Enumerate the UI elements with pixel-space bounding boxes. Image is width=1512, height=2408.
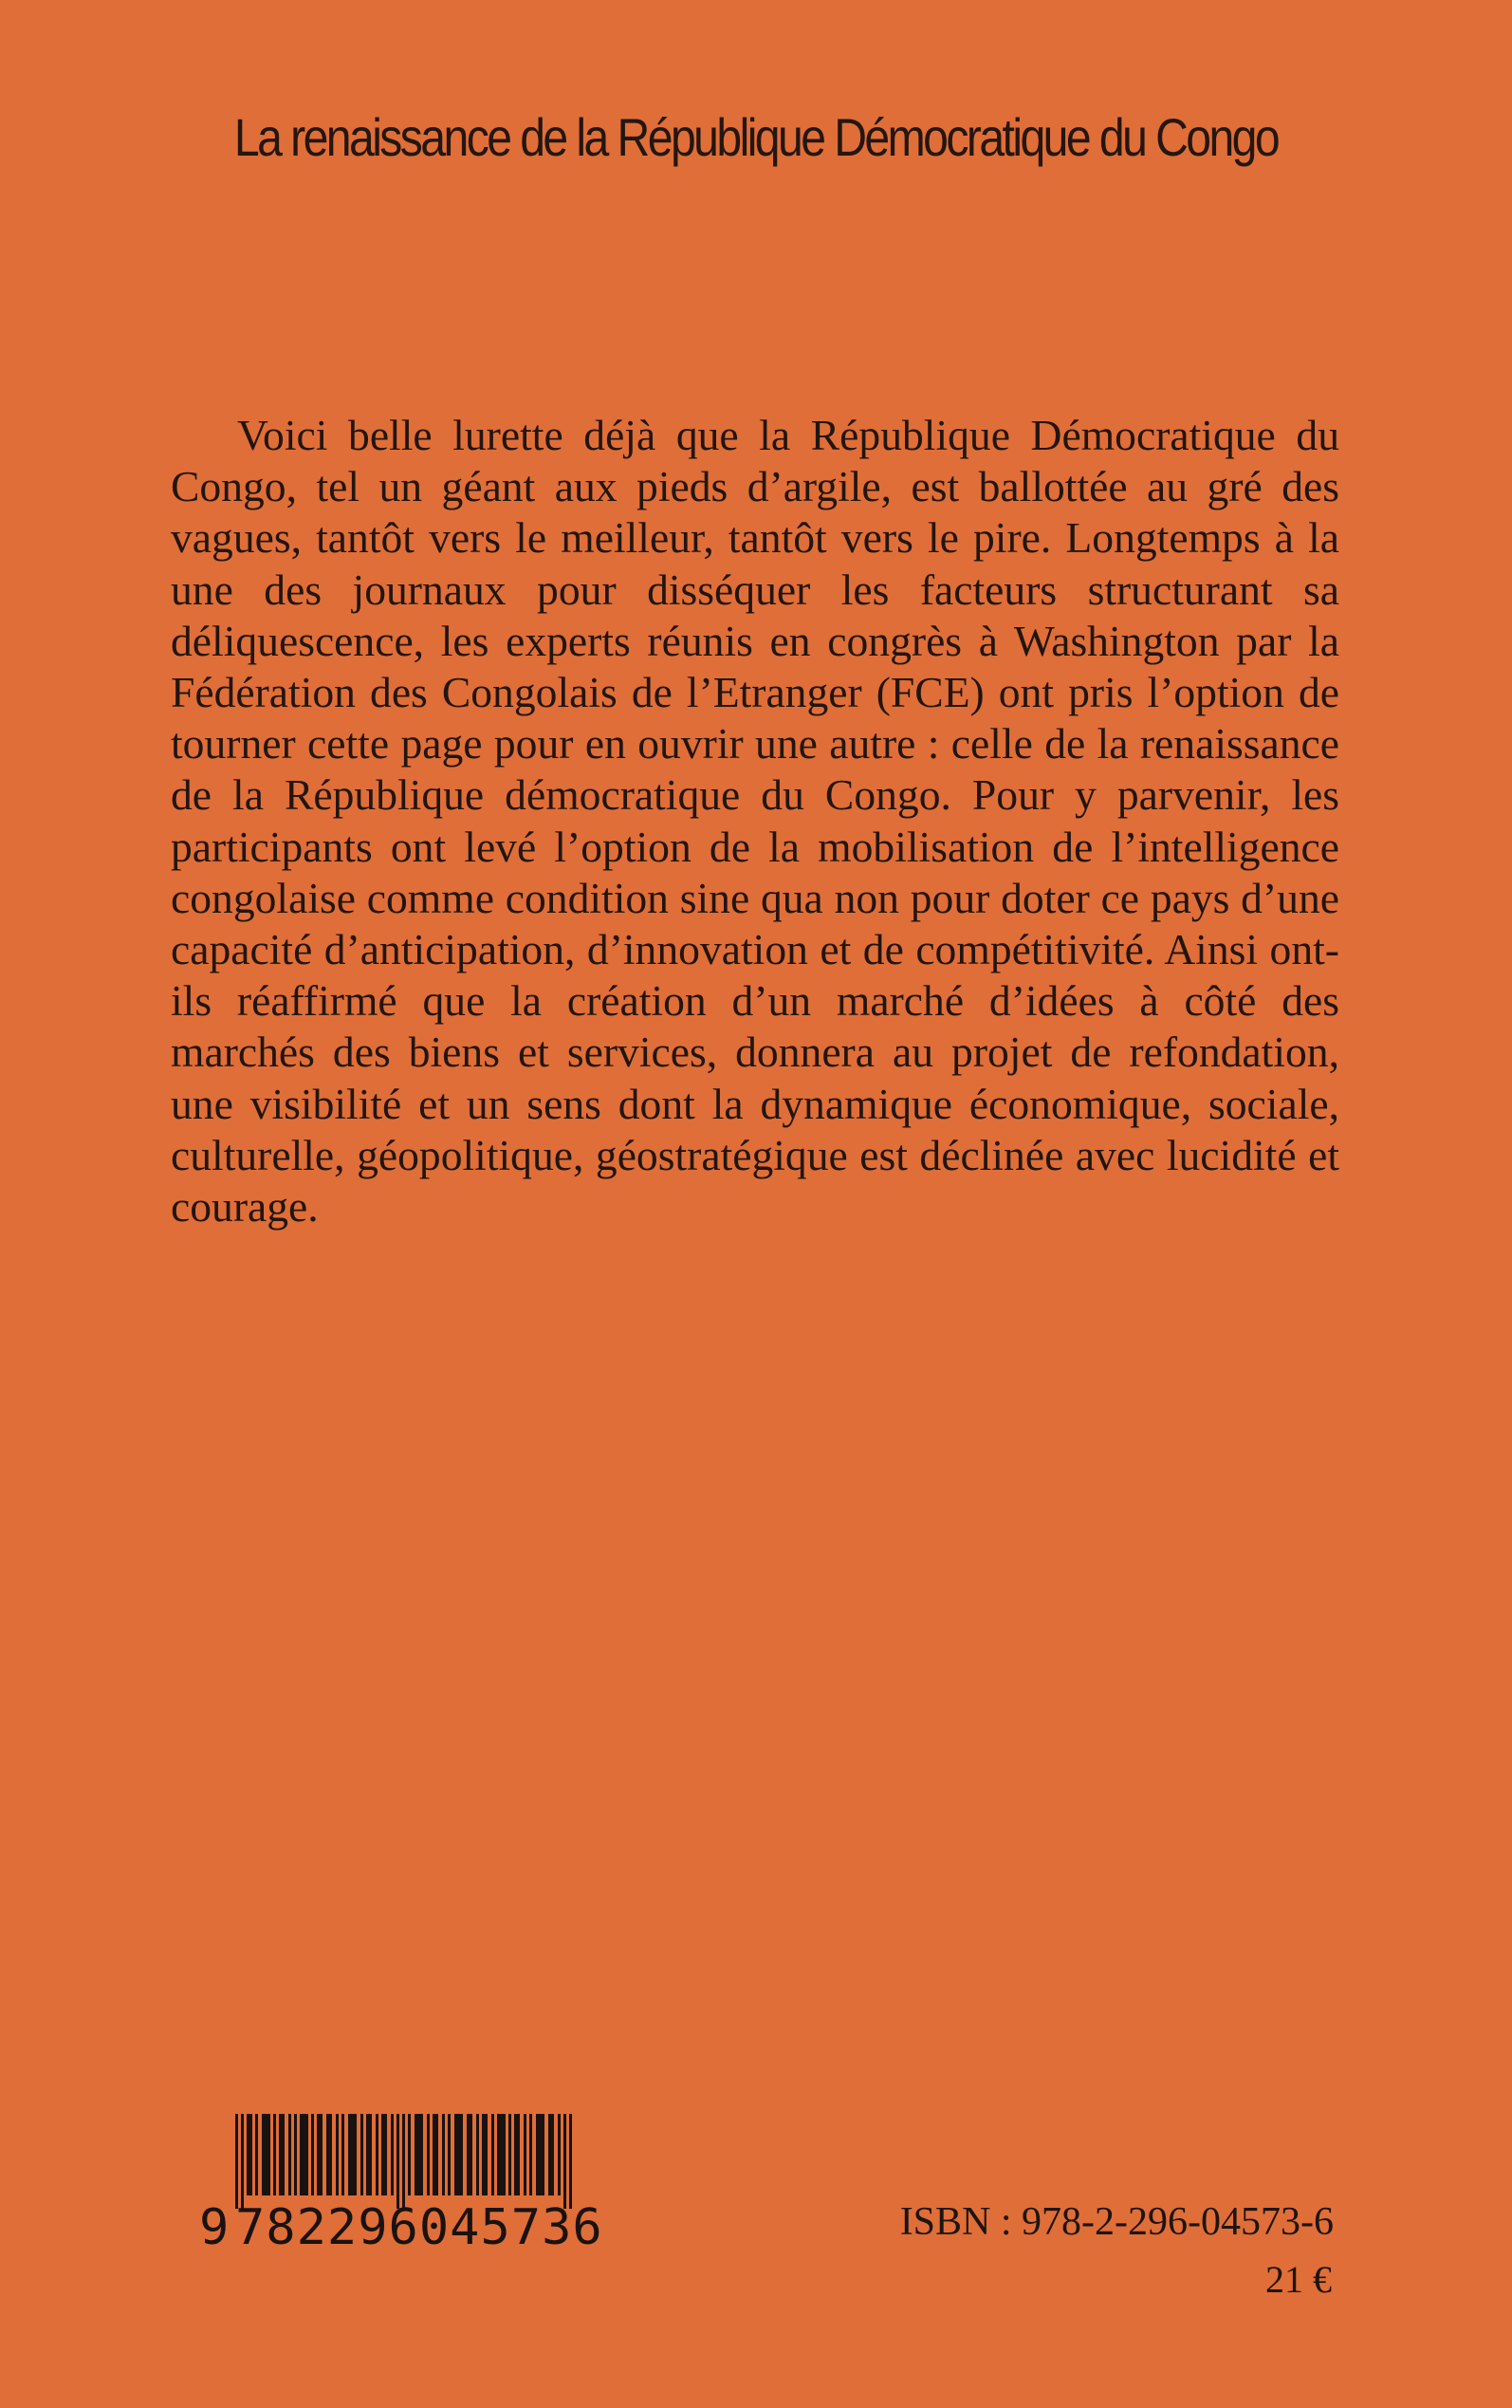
- isbn-label: ISBN : 978-2-296-04573-6: [899, 2200, 1334, 2244]
- book-title: La renaissance de la République Démocratique du Congo: [233, 107, 1279, 167]
- barcode-first-digit: 9: [199, 2199, 230, 2256]
- barcode-digits: 782296045736: [235, 2199, 603, 2256]
- barcode: [199, 2114, 617, 2256]
- barcode-bars-icon: [199, 2114, 617, 2209]
- summary-paragraph: Voici belle lurette déjà que la République Démocratique du Congo, tel un géant aux pieds d’argile, est ballottée au gré des vagues, tantôt vers le meilleur, tantôt vers le pire. Longtemps à la une des journaux pour disséquer les facteurs structurant sa déliquescence, les experts réunis en congrès à Washington par la Fédération des Congolais de l’Etranger (FCE) ont pris l’option de tourner cette page pour en ouvrir une autre : celle de la renaissance de la République démocratique du Congo. Pour y parvenir, les participants ont levé l’option de la mobilisation de l’intelligence congolaise comme condition sine qua non pour doter ce pays d’une capacité d’anticipation, d’innovation et de compétitivité. Ainsi ont-ils réaffirmé que la création d’un marché d’idées à côté des marchés des biens et services, donnera au projet de refondation, une visibilité et un sens dont la dynamique économique, sociale, culturelle, géopolitique, géostratégique est déclinée avec lucidité et courage.: [171, 411, 1339, 1232]
- price-label: 21 €: [1265, 2258, 1332, 2301]
